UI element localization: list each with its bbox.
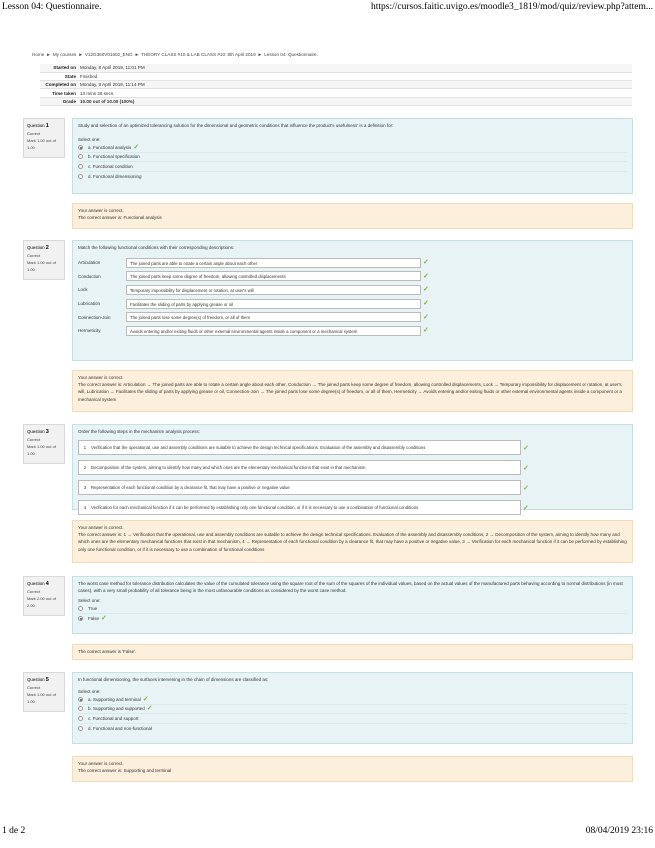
checkmark-icon: ✓ xyxy=(423,272,429,280)
radio-button[interactable] xyxy=(78,616,83,621)
question-state: Correct xyxy=(27,437,41,442)
question-state: Correct xyxy=(27,131,41,136)
question-mark: Mark 2.00 out of 2.00 xyxy=(27,596,56,608)
question-mark: Mark 1.00 out of 1.00 xyxy=(27,260,56,272)
match-row: Lubrication Facilitates the sliding of parts by applying grease or oil ✓ xyxy=(78,300,429,308)
match-select[interactable]: Temporary impossibility for displacement or rotation, at user's will xyxy=(126,285,421,295)
checkmark-icon: ✓ xyxy=(146,705,153,713)
radio-button[interactable] xyxy=(78,174,83,179)
checkmark-icon: ✓ xyxy=(523,484,529,492)
breadcrumb-course[interactable]: V12G360V01602_ENG xyxy=(84,52,133,57)
radio-button[interactable] xyxy=(78,145,83,150)
print-title: Lesson 04: Questionnaire. xyxy=(2,2,102,12)
question-formulation xyxy=(72,424,633,510)
match-select[interactable]: The joined parts are able to rotate a certain angle about each other xyxy=(126,258,421,268)
checkmark-icon: ✓ xyxy=(133,143,140,151)
option-d[interactable]: d. Functional dimensioning xyxy=(78,172,627,182)
option-a[interactable]: a. Supporting and terminal ✓ xyxy=(78,695,627,705)
checkmark-icon: ✓ xyxy=(423,327,429,335)
question-formulation xyxy=(72,672,633,744)
order-item[interactable]: 3 Representation of each functional condition by a clearance fit, that may have a positive or negative value xyxy=(78,480,521,495)
question-mark: Mark 1.00 out of 1.00 xyxy=(27,692,56,704)
match-row: Articulation The joined parts are able to rotate a certain angle about each other ✓ xyxy=(78,259,429,267)
page-number: 1 de 2 xyxy=(2,826,26,836)
attempt-summary-table xyxy=(40,64,632,106)
option-b[interactable]: b. Supporting and supported ✓ xyxy=(78,705,627,715)
match-select[interactable]: Avoids entering and/or exiting fluids or other external environmental agents inside a component or a mechanical system xyxy=(126,326,421,336)
question-info: Question 1 Correct Mark 1.00 out of 1.00 xyxy=(23,118,65,158)
question-feedback: Your answer is correct. The correct answer is: Articulation → The joined parts are able to rotate a certain angle about each other, Conduction → The joined parts keep some degree of freedom, allowing controlled displacements, Lock → Temporary impossibility for displacement or rotation, at user's will, Lubrication → Facilitates the sliding of parts by applying grease or oil, Connection-Join → The joined parts lose some degree(s) of freedom, or all of them, Hermeticity → Avoids entering and/or exiting fluids or other external environmental agents inside a component or a mechanical system xyxy=(72,370,633,412)
summary-row-grade: Grade 10.00 out of 10.00 (100%) xyxy=(40,97,632,105)
select-one-label: Select one: xyxy=(78,137,101,142)
checkmark-icon: ✓ xyxy=(423,313,429,321)
checkmark-icon: ✓ xyxy=(523,444,529,452)
question-info: Question 5 Correct Mark 1.00 out of 1.00 xyxy=(23,672,65,712)
question-text: In functional dimensioning, the surfaces intervening in the chain of dimensions are classified as: xyxy=(78,677,269,682)
option-false[interactable]: False ✓ xyxy=(78,614,627,624)
radio-button[interactable] xyxy=(78,154,83,159)
question-state: Correct xyxy=(27,589,41,594)
checkmark-icon: ✓ xyxy=(423,259,429,267)
print-datetime: 08/04/2019 23:16 xyxy=(585,826,653,836)
print-url: https://cursos.faitic.uvigo.es/moodle3_1819/mod/quiz/review.php?attem... xyxy=(371,2,653,12)
question-state: Correct xyxy=(27,253,41,258)
match-row: Hermeticity Avoids entering and/or exiting fluids or other external environmental agents inside a component or a mechanical system ✓ xyxy=(78,327,429,335)
checkmark-icon: ✓ xyxy=(142,695,149,703)
print-header xyxy=(0,2,655,18)
breadcrumb-section[interactable]: THEORY CLASS #10 & LAB CLASS #10: 8th April 2019 xyxy=(141,52,256,57)
question-mark: Mark 1.00 out of 1.00 xyxy=(27,138,56,150)
option-c[interactable]: c. Functional and support xyxy=(78,714,627,724)
breadcrumb: Home ► My courses ► V12G360V01602_ENG ► THEORY CLASS #10 & LAB CLASS #10: 8th April 2019 ► Lesson 04: Questionnaire. xyxy=(32,52,318,57)
match-select[interactable]: The joined parts keep some degree of freedom, allowing controlled displacements xyxy=(126,271,421,281)
checkmark-icon: ✓ xyxy=(523,504,529,512)
radio-button[interactable] xyxy=(78,716,83,721)
summary-row-state: State Finished xyxy=(40,72,632,80)
checkmark-icon: ✓ xyxy=(423,300,429,308)
question-text: Study and selection of an optimized tolerancing solution for the dimensional and geometric conditions that influence the product's usefulness' is a definition for: xyxy=(78,123,394,128)
print-footer xyxy=(0,826,655,842)
select-one-label: Select one: xyxy=(78,689,101,694)
summary-row-started: Started on Monday, 8 April 2019, 11:01 PM xyxy=(40,64,632,72)
breadcrumb-my-courses[interactable]: My courses xyxy=(52,52,77,57)
question-text: Match the following functional conditions with their corresponding descriptions: xyxy=(78,245,235,250)
select-one-label: Select one: xyxy=(78,598,101,603)
summary-row-completed: Completed on Monday, 8 April 2019, 11:14 PM xyxy=(40,81,632,89)
radio-button[interactable] xyxy=(78,726,83,731)
option-a[interactable]: a. Functional analysis ✓ xyxy=(78,143,627,153)
match-row: Connection-Join The joined parts lose some degree(s) of freedom, or all of them ✓ xyxy=(78,313,429,321)
radio-button[interactable] xyxy=(78,606,83,611)
order-item[interactable]: 4 Verification for each mechanical function if it can be performed by establishing only one functional condition, or if it is necessary to use a combination of functional conditions xyxy=(78,500,521,515)
question-info: Question 2 Correct Mark 1.00 out of 1.00 xyxy=(23,240,65,280)
question-mark: Mark 1.00 out of 1.00 xyxy=(27,444,56,456)
question-info: Question 3 Correct Mark 1.00 out of 1.00 xyxy=(23,424,65,464)
question-formulation xyxy=(72,576,633,634)
order-item[interactable]: 2 Decomposition of the system, aiming to identify how many and which ones are the elementary mechanical functions that exist in that mechanism xyxy=(78,460,521,475)
option-d[interactable]: d. Functional and non-functional xyxy=(78,724,627,734)
match-select[interactable]: The joined parts lose some degree(s) of freedom, or all of them xyxy=(126,312,421,322)
radio-button[interactable] xyxy=(78,706,83,711)
question-formulation xyxy=(72,240,633,361)
match-row: Lock Temporary impossibility for displacement or rotation, at user's will ✓ xyxy=(78,286,429,294)
radio-button[interactable] xyxy=(78,164,83,169)
order-list xyxy=(78,438,627,518)
question-text: Order the following steps in the mechanism analysis process: xyxy=(78,429,201,434)
summary-row-time: Time taken 13 mins 26 secs xyxy=(40,89,632,97)
match-row: Conduction The joined parts keep some degree of freedom, allowing controlled displacements ✓ xyxy=(78,272,429,280)
question-feedback: The correct answer is 'False'. xyxy=(72,644,633,660)
match-list xyxy=(78,256,627,338)
checkmark-icon: ✓ xyxy=(423,286,429,294)
checkmark-icon: ✓ xyxy=(101,614,107,622)
question-state: Correct xyxy=(27,685,41,690)
option-true[interactable]: True xyxy=(78,604,627,614)
option-b[interactable]: b. Functional specification xyxy=(78,153,627,163)
order-item[interactable]: 1 Verification that the operational, use and assembly conditions are suitable to achieve the design technical specifications. Evaluation of the assembly and disassembly conditions xyxy=(78,440,521,455)
breadcrumb-home[interactable]: Home xyxy=(32,52,45,57)
option-c[interactable]: c. Functional condition xyxy=(78,162,627,172)
match-select[interactable]: Facilitates the sliding of parts by applying grease or oil xyxy=(126,299,421,309)
question-info: Question 4 Correct Mark 2.00 out of 2.00 xyxy=(23,576,65,616)
question-feedback: Your answer is correct. The correct answer is: Functional analysis xyxy=(72,203,633,229)
question-formulation xyxy=(72,118,633,194)
question-text: The worst case method for tolerance distribution calculates the value of the cumulated tolerance using the square root of the sum of the squares of the individual values, based on the actual values of the manufactured parts behaving according to normal distributions (in most cases), with a very small probability of all tolerance being in the most unfavourable conditions as considered by the worst case method. xyxy=(78,581,623,593)
radio-button[interactable] xyxy=(78,697,83,702)
checkmark-icon: ✓ xyxy=(523,464,529,472)
breadcrumb-quiz[interactable]: Lesson 04: Questionnaire. xyxy=(264,52,318,57)
question-feedback: Your answer is correct. The correct answer is: 1 → Verification that the operational, use and assembly conditions are suitable to achieve the design technical specifications. Evaluation of the assembly and disassembly conditions, 2 → Decomposition of the system, aiming to identify how many and which ones are the elementary mechanical functions that exist in that mechanism, 4 → Representation of each functional condition by a clearance fit, that may have a positive or negative value, 3 → Verification for each mechanical function if it can be performed by establishing only one functional condition, or if it is necessary to use a combination of functional conditions xyxy=(72,520,633,563)
question-feedback: Your answer is correct. The correct answer is: Supporting and terminal xyxy=(72,756,633,782)
